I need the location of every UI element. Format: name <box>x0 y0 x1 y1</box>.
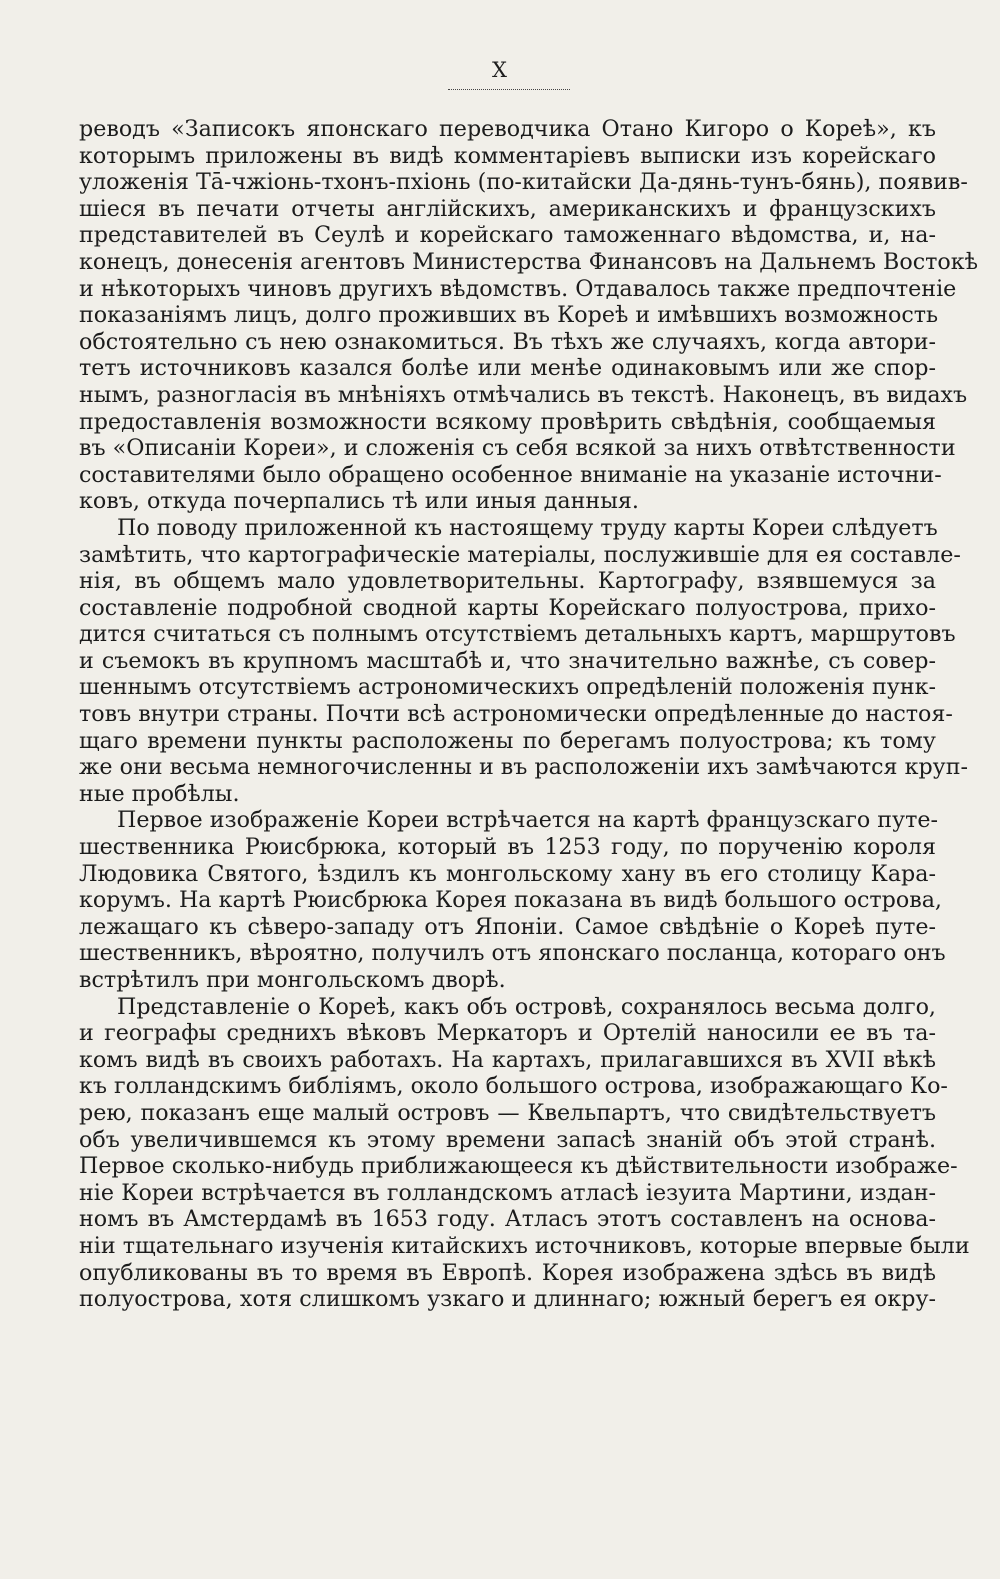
text-line: шеннымъ отсутствіемъ астрономическихъ опредѣленій положенія пунк- <box>79 674 936 701</box>
text-line: рею, показанъ еще малый островъ — Квельпартъ, что свидѣтельствуетъ <box>79 1099 936 1126</box>
text-line: Первое сколько-нибудь приближающееся къ дѣйствительности изображе- <box>79 1153 958 1180</box>
text-line: комъ видѣ въ своихъ работахъ. На картахъ, прилагавшихся въ XVII вѣкѣ <box>79 1046 936 1073</box>
text-line: которымъ приложены въ видѣ комментаріевъ выписки изъ корейскаго <box>79 142 936 169</box>
text-line: полуострова, хотя слишкомъ узкаго и длиннаго; южный берегъ ея окру- <box>79 1286 936 1313</box>
text-line: Первое изображеніе Кореи встрѣчается на картѣ французскаго путе- <box>117 807 939 834</box>
text-line: шественника Рюисбрюка, который въ 1253 году, по порученію короля <box>79 834 936 861</box>
text-line: номъ въ Амстердамѣ въ 1653 году. Атласъ этотъ составленъ на основа- <box>79 1206 936 1233</box>
text-line: и географы среднихъ вѣковъ Меркаторъ и Ортелій наносили ее въ та- <box>79 1020 936 1047</box>
text-line: ніе Кореи встрѣчается въ голландскомъ атласѣ іезуита Мартини, издан- <box>79 1179 936 1206</box>
text-line: же они весьма немногочисленны и въ расположеніи ихъ замѣчаются круп- <box>79 754 968 781</box>
text-line: и съемокъ въ крупномъ масштабѣ и, что значительно важнѣе, съ совер- <box>79 647 936 674</box>
text-line: составленіе подробной сводной карты Корейскаго полуострова, прихо- <box>79 594 936 621</box>
text-line: лежащаго къ сѣверо-западу отъ Японіи. Самое свѣдѣніе о Кореѣ путе- <box>79 913 936 940</box>
text-line: По поводу приложенной къ настоящему труду карты Кореи слѣдуетъ <box>117 514 938 541</box>
text-line: встрѣтилъ при монгольскомъ дворѣ. <box>79 967 506 993</box>
text-line: опубликованы въ то время въ Европѣ. Корея изображена здѣсь въ видѣ <box>79 1259 936 1286</box>
header-rule <box>448 89 570 90</box>
text-line: дится считаться съ полнымъ отсутствіемъ детальныхъ картъ, маршрутовъ <box>79 621 956 648</box>
paragraph <box>79 514 968 808</box>
text-line: шіеся въ печати отчеты англійскихъ, американскихъ и французскихъ <box>79 195 936 222</box>
paragraph <box>79 807 946 993</box>
text-line: нія, въ общемъ мало удовлетворительны. Картографу, взявшемуся за <box>79 568 936 595</box>
text-line: показаніямъ лицъ, долго проживших въ Кореѣ и имѣвшихъ возможность <box>79 302 939 329</box>
text-line: корумъ. На картѣ Рюисбрюка Корея показана въ видѣ большого острова, <box>79 887 942 914</box>
text-line: предоставленія возможности всякому провѣрить свѣдѣнія, сообщаемыя <box>79 408 936 435</box>
text-line: и нѣкоторыхъ чиновъ другихъ вѣдомствъ. Отдавалось также предпочтеніе <box>79 275 957 302</box>
text-line: нымъ, разногласія въ мнѣніяхъ отмѣчались въ текстѣ. Наконецъ, въ видахъ <box>79 381 968 408</box>
body-text <box>79 116 978 1313</box>
text-line: шественникъ, вѣроятно, получилъ отъ японскаго посланца, котораго онъ <box>79 940 946 967</box>
text-line: замѣтить, что картографическіе матеріалы, послужившіе для ея составле- <box>79 541 961 568</box>
text-line: составителями было обращено особенное вниманіе на указаніе источни- <box>79 461 942 488</box>
page-number: X <box>492 58 508 82</box>
text-line: товъ внутри страны. Почти всѣ астрономически опредѣленные до настоя- <box>79 701 953 728</box>
paragraph <box>79 116 978 515</box>
text-line: ные пробѣлы. <box>79 780 240 807</box>
text-line: тетъ источниковъ казался болѣе или менѣе одинаковымъ или же спор- <box>79 355 936 382</box>
text-line: объ увеличившемся къ этому времени запасѣ знаній объ этой странѣ. <box>79 1126 936 1153</box>
text-line: щаго времени пункты расположены по берегамъ полуострова; къ тому <box>79 727 936 754</box>
text-line: реводъ «Записокъ японскаго переводчика Отано Кигоро о Кореѣ», къ <box>79 116 936 142</box>
text-line: въ «Описаніи Кореи», и сложенія съ себя всякой за нихъ отвѣтственности <box>79 435 956 462</box>
text-line: обстоятельно съ нею ознакомиться. Въ тѣхъ же случаяхъ, когда автори- <box>79 328 936 355</box>
text-line: ковъ, откуда почерпались тѣ или иныя данныя. <box>79 488 639 515</box>
text-line: представителей въ Сеулѣ и корейскаго таможеннаго вѣдомства, и, на- <box>79 222 936 249</box>
text-line: ніи тщательнаго изученія китайскихъ источниковъ, которые впервые были <box>79 1232 970 1259</box>
text-line: конецъ, донесенія агентовъ Министерства Финансовъ на Дальнемъ Востокѣ <box>79 248 978 275</box>
text-line: Представленіе о Кореѣ, какъ объ островѣ, сохранялось весьма долго, <box>117 993 936 1020</box>
text-line: Людовика Святого, ѣздилъ къ монгольскому хану въ его столицу Кара- <box>79 860 936 887</box>
text-line: къ голландскимъ библіямъ, около большого острова, изображающаго Ко- <box>79 1073 948 1100</box>
text-line: уложенія Тā-чжіонь-тхонъ-пхіонь (по-китайски Да-дянь-тунъ-бянь), появив- <box>79 169 968 196</box>
paragraph <box>79 993 970 1313</box>
